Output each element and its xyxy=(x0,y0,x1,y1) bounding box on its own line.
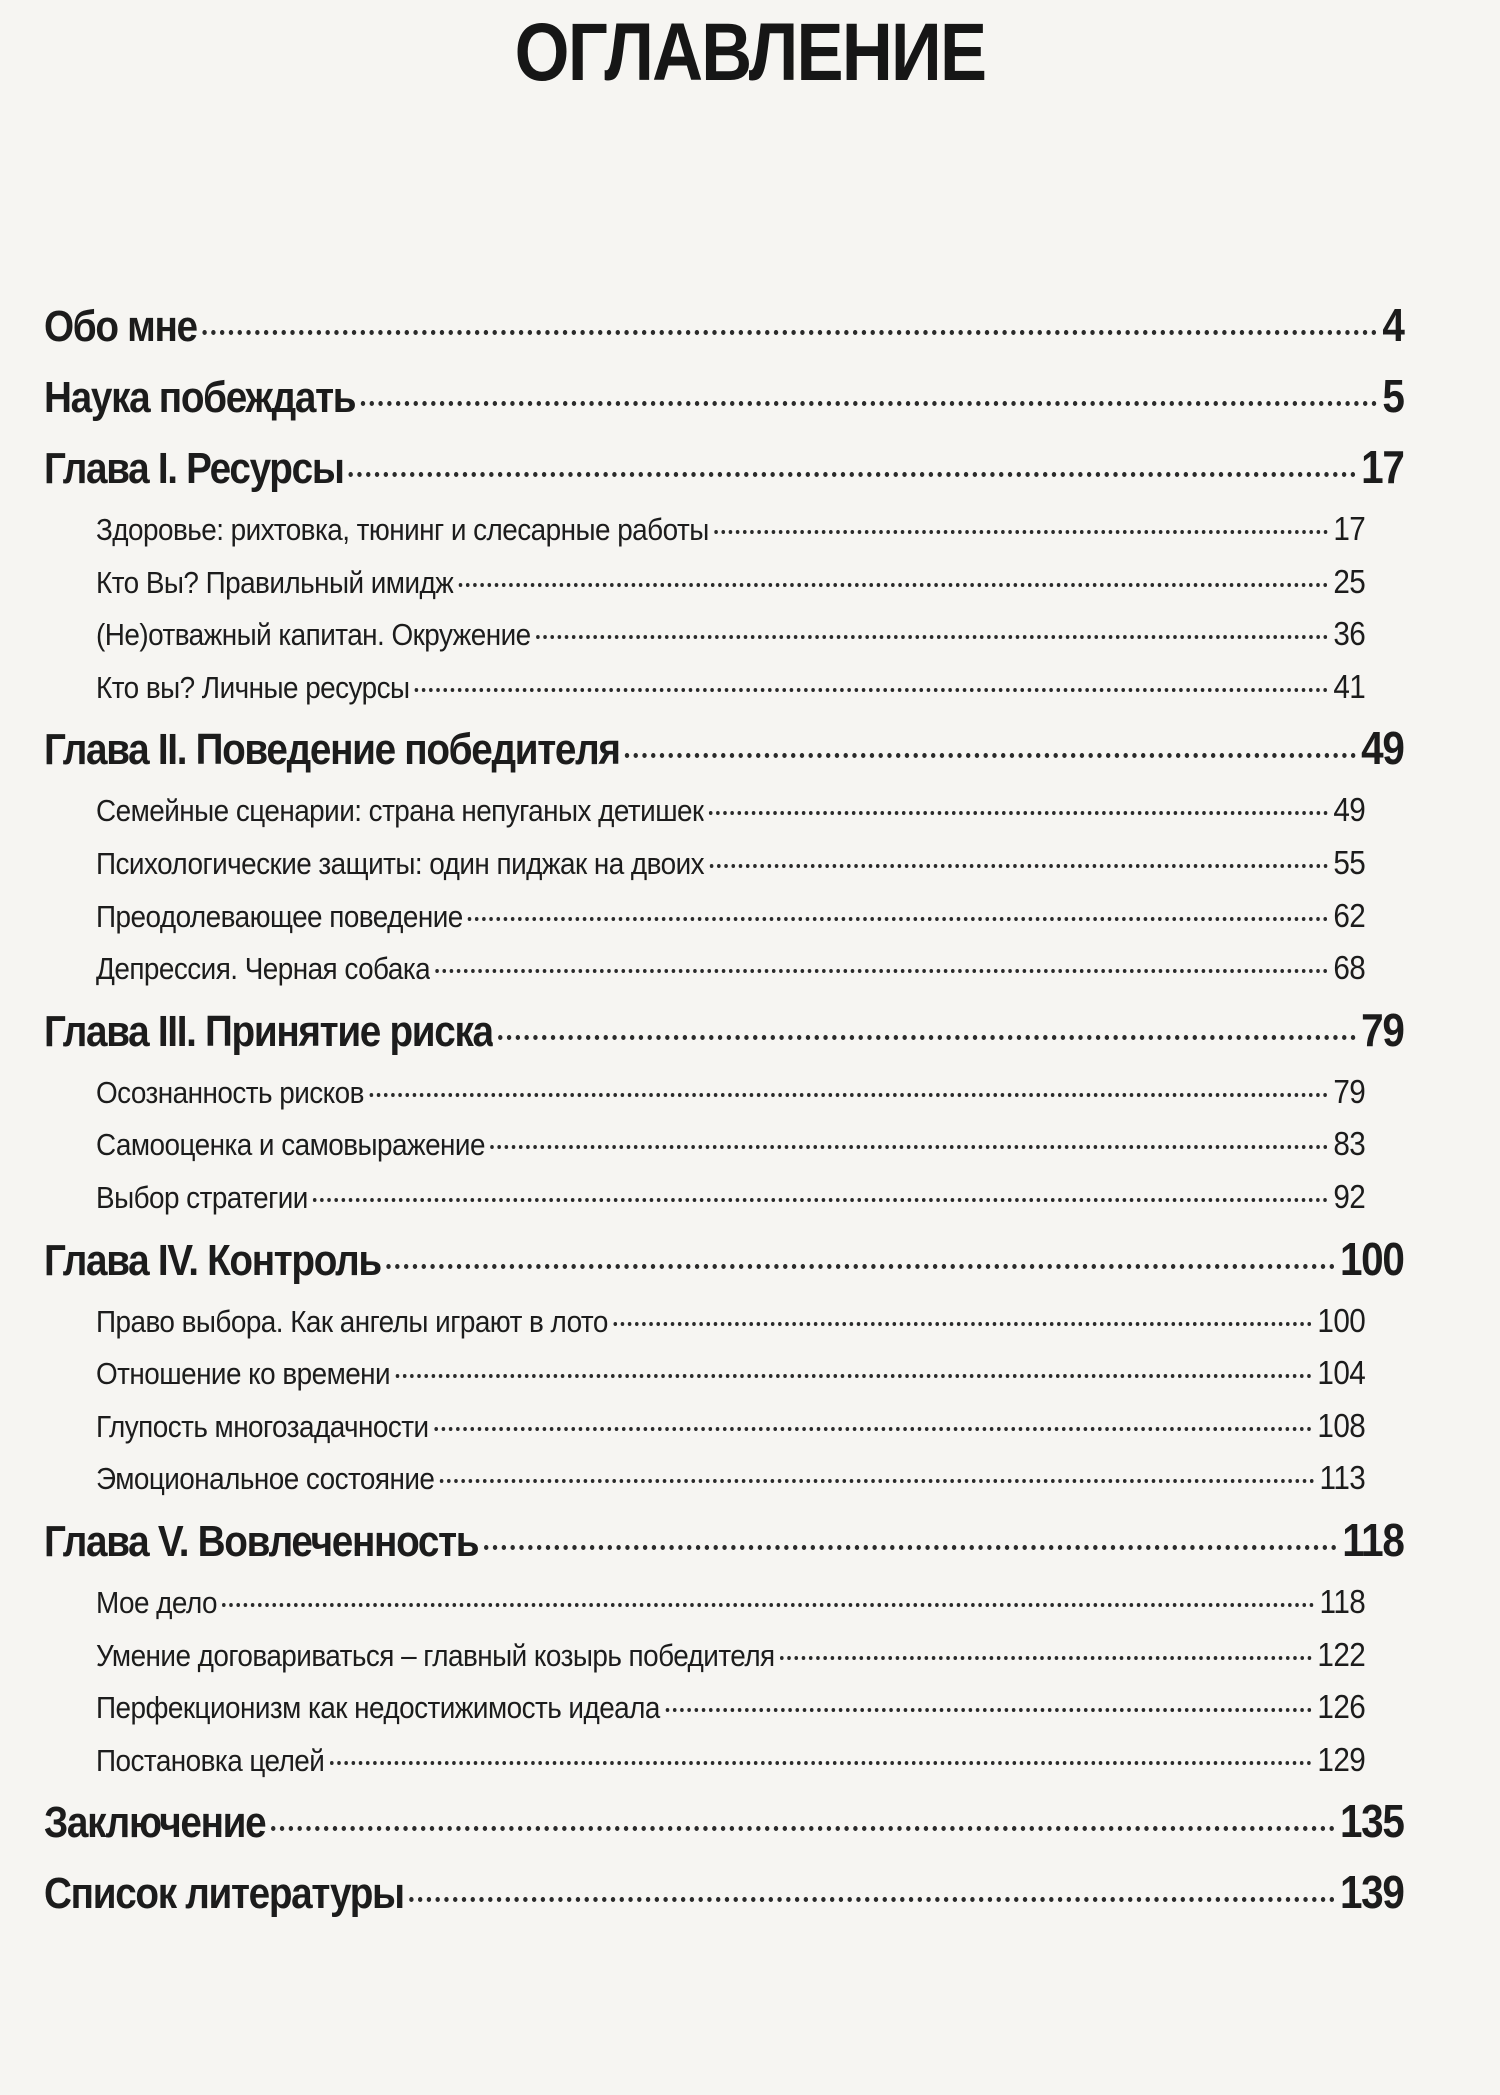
toc-entry-section[interactable] xyxy=(96,1629,1365,1682)
toc-entry-page: 41 xyxy=(1333,667,1366,705)
toc-entry-page: 122 xyxy=(1317,1635,1366,1673)
toc-entry-label: Мое дело xyxy=(96,1584,218,1620)
toc-entry-label: Право выбора. Как ангелы играют в лото xyxy=(96,1303,608,1339)
toc-entry-page: 100 xyxy=(1339,1232,1404,1285)
toc-entry-section[interactable] xyxy=(96,661,1365,714)
toc-entry-page: 104 xyxy=(1317,1354,1366,1392)
toc-entry-chapter-2[interactable] xyxy=(44,713,1404,784)
dot-leader xyxy=(536,635,1328,639)
toc-entry-chapter-5[interactable] xyxy=(44,1505,1404,1576)
dot-leader xyxy=(349,472,1356,477)
toc-entry-section[interactable] xyxy=(96,556,1365,609)
toc-entry-conclusion[interactable] xyxy=(44,1786,1404,1857)
toc-entry-label: Наука побеждать xyxy=(44,373,356,422)
page-title: ОГЛАВЛЕНИЕ xyxy=(514,7,986,98)
toc-entry-label: Кто вы? Личные ресурсы xyxy=(96,669,410,705)
dot-leader xyxy=(625,753,1356,758)
dot-leader xyxy=(780,1656,1312,1660)
toc-entry-label: Умение договариваться – главный козырь победителя xyxy=(96,1637,775,1673)
toc-entry-page: 49 xyxy=(1333,791,1366,829)
toc-entry-section[interactable] xyxy=(96,1295,1365,1348)
toc-entry-page: 79 xyxy=(1333,1072,1366,1110)
toc-entry-page: 79 xyxy=(1361,1003,1404,1056)
toc-entry-page: 62 xyxy=(1333,896,1366,934)
dot-leader xyxy=(468,917,1328,921)
toc-entry-page: 129 xyxy=(1317,1740,1366,1778)
toc-entry-label: Глава II. Поведение победителя xyxy=(44,725,620,775)
toc-entry-section[interactable] xyxy=(96,1681,1365,1734)
toc-entry-label: Семейные сценарии: страна непуганых детишек xyxy=(96,793,704,829)
dot-leader xyxy=(313,1198,1328,1202)
toc-entry-label: Глупость многозадачности xyxy=(96,1408,429,1444)
toc-entry-page: 113 xyxy=(1319,1459,1366,1497)
toc-entry-label: Отношение ко времени xyxy=(96,1356,391,1392)
toc-entry-section[interactable] xyxy=(96,784,1365,837)
toc-entry-page: 25 xyxy=(1333,562,1366,600)
toc-entry-chapter-3[interactable] xyxy=(44,995,1404,1066)
dot-leader xyxy=(440,1479,1314,1483)
toc-entry-label: Эмоциональное состояние xyxy=(96,1461,435,1497)
toc-entry-chapter-4[interactable] xyxy=(44,1224,1404,1295)
toc-entry-page: 139 xyxy=(1339,1866,1404,1919)
toc-entry-page: 55 xyxy=(1333,843,1366,881)
toc-entry-page: 83 xyxy=(1333,1125,1366,1163)
dot-leader xyxy=(714,530,1328,534)
toc-entry-label: Постановка целей xyxy=(96,1742,325,1778)
toc-entry-page: 108 xyxy=(1317,1406,1366,1444)
toc-entry-section[interactable] xyxy=(96,1734,1365,1787)
dot-leader xyxy=(360,401,1377,406)
toc-entry-label: Обо мне xyxy=(44,302,197,351)
toc-entry-label: Глава III. Принятие риска xyxy=(44,1006,493,1056)
toc-entry-science-of-winning[interactable] xyxy=(44,361,1404,432)
dot-leader xyxy=(459,583,1328,587)
toc-entry-label: Психологические защиты: один пиджак на двоих xyxy=(96,845,705,881)
toc-entry-label: Депрессия. Черная собака xyxy=(96,951,431,987)
toc-entry-page: 135 xyxy=(1339,1795,1404,1848)
dot-leader xyxy=(369,1093,1328,1097)
toc-entry-label: Глава I. Ресурсы xyxy=(44,444,344,493)
dot-leader xyxy=(202,330,1377,335)
toc-entry-label: Список литературы xyxy=(44,1869,404,1919)
toc-entry-section[interactable] xyxy=(96,1066,1365,1119)
toc-entry-page: 126 xyxy=(1317,1688,1366,1726)
dot-leader xyxy=(409,1897,1335,1902)
dot-leader xyxy=(330,1761,1312,1765)
toc-entry-page: 49 xyxy=(1361,722,1404,775)
toc-entry-chapter-1[interactable] xyxy=(44,432,1404,503)
toc-entry-label: Осознанность рисков xyxy=(96,1074,364,1110)
toc-entry-section[interactable] xyxy=(96,1347,1365,1400)
toc-entry-section[interactable] xyxy=(96,890,1365,943)
toc-entry-label: Здоровье: рихтовка, тюнинг и слесарные работы xyxy=(96,512,709,547)
dot-leader xyxy=(435,969,1327,973)
toc-entry-section[interactable] xyxy=(96,1452,1365,1505)
dot-leader xyxy=(434,1427,1312,1431)
dot-leader xyxy=(490,1145,1328,1149)
dot-leader xyxy=(271,1826,1335,1831)
dot-leader xyxy=(222,1603,1314,1607)
toc-entry-section[interactable] xyxy=(96,942,1365,995)
toc-entry-page: 5 xyxy=(1382,370,1404,422)
dot-leader xyxy=(386,1264,1335,1269)
toc-entry-page: 36 xyxy=(1333,615,1366,653)
toc-entry-page: 17 xyxy=(1361,441,1404,493)
table-of-contents xyxy=(44,290,1404,1928)
toc-entry-page: 4 xyxy=(1382,299,1404,351)
dot-leader xyxy=(484,1545,1337,1550)
toc-entry-page: 118 xyxy=(1319,1582,1366,1620)
toc-entry-section[interactable] xyxy=(96,837,1365,890)
toc-entry-about-me[interactable] xyxy=(44,290,1404,361)
toc-entry-label: (Не)отважный капитан. Окружение xyxy=(96,617,531,653)
toc-entry-section[interactable] xyxy=(96,1576,1365,1629)
toc-entry-label: Заключение xyxy=(44,1798,266,1848)
toc-entry-bibliography[interactable] xyxy=(44,1857,1404,1928)
toc-entry-page: 118 xyxy=(1342,1513,1404,1566)
toc-entry-page: 17 xyxy=(1333,510,1366,547)
dot-leader xyxy=(498,1035,1356,1040)
toc-entry-section[interactable] xyxy=(96,1118,1365,1171)
toc-entry-page: 68 xyxy=(1333,949,1366,987)
toc-entry-label: Самооценка и самовыражение xyxy=(96,1127,485,1163)
dot-leader xyxy=(709,811,1328,815)
toc-entry-label: Преодолевающее поведение xyxy=(96,898,463,934)
dot-leader xyxy=(613,1322,1312,1326)
toc-entry-section[interactable] xyxy=(96,1171,1365,1224)
dot-leader xyxy=(396,1374,1312,1378)
dot-leader xyxy=(709,864,1327,868)
toc-entry-section[interactable] xyxy=(96,503,1365,556)
toc-entry-label: Перфекционизм как недостижимость идеала xyxy=(96,1690,660,1726)
toc-entry-section[interactable] xyxy=(96,1400,1365,1453)
toc-entry-section[interactable] xyxy=(96,608,1365,661)
dot-leader xyxy=(415,688,1328,692)
toc-entry-page: 100 xyxy=(1317,1301,1366,1339)
toc-entry-label: Глава V. Вовлеченность xyxy=(44,1516,479,1566)
dot-leader xyxy=(665,1708,1312,1712)
toc-entry-label: Выбор стратегии xyxy=(96,1179,308,1215)
toc-entry-label: Кто Вы? Правильный имидж xyxy=(96,564,454,600)
toc-entry-page: 92 xyxy=(1333,1177,1366,1215)
toc-entry-label: Глава IV. Контроль xyxy=(44,1235,381,1285)
